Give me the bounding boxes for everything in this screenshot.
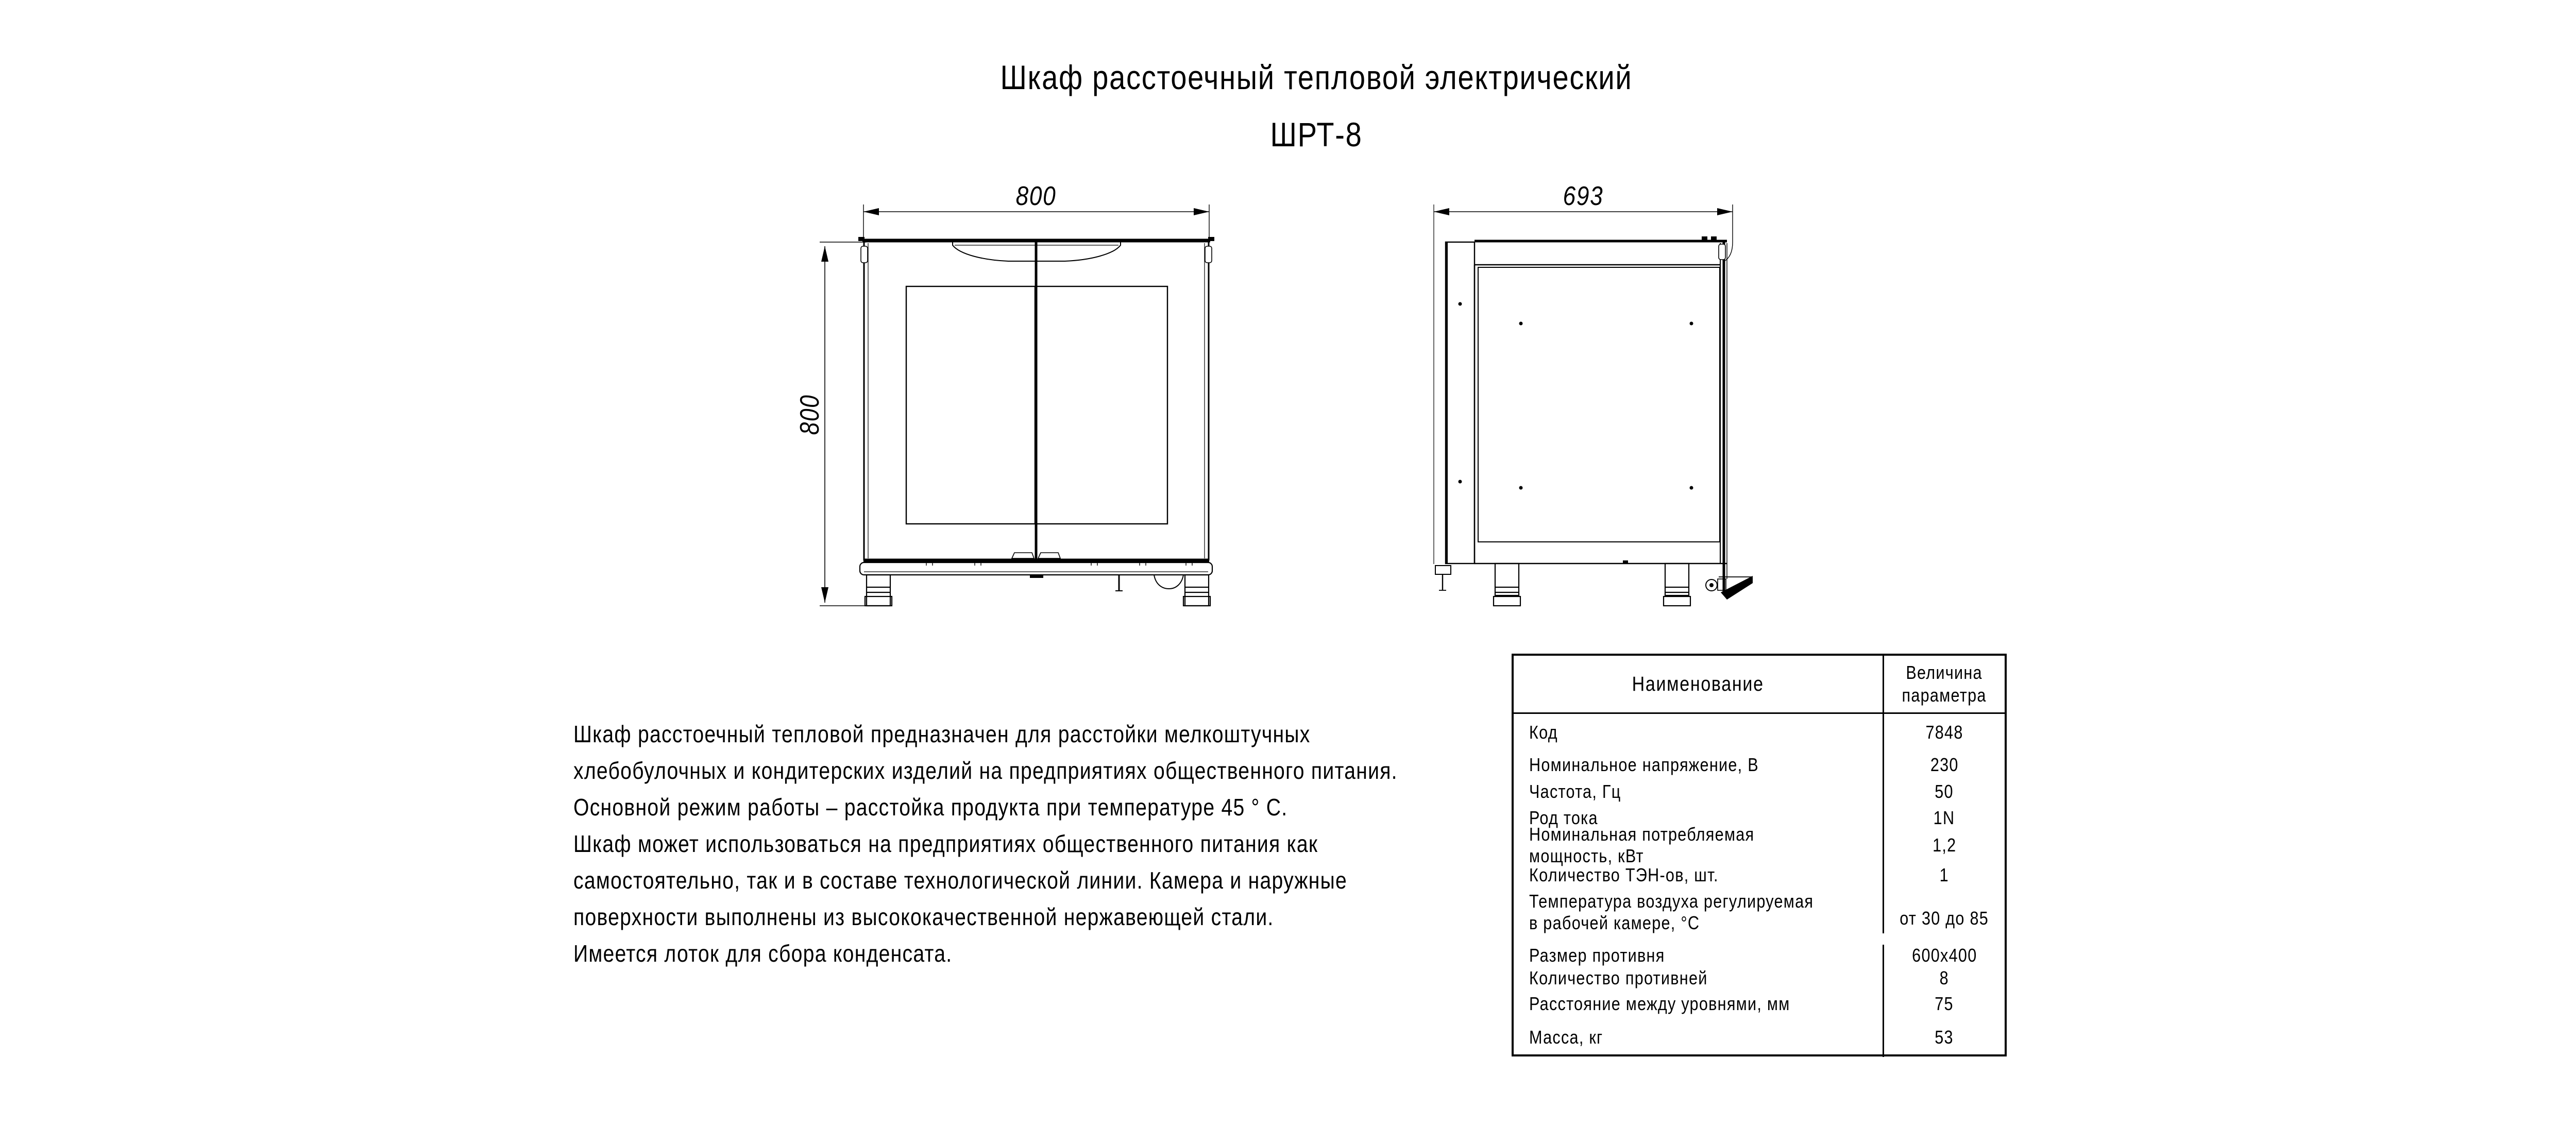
description-line: Имеется лоток для сбора конденсата. — [573, 940, 953, 967]
page-title: Шкаф расстоечный тепловой электрический — [1000, 58, 1633, 96]
table-row — [1514, 990, 2005, 1017]
side-cabinet-body — [1435, 236, 1753, 606]
spec-row-value: 75 — [1935, 993, 1954, 1014]
spec-row-value: 230 — [1930, 754, 1959, 775]
spec-header-name-cell — [1514, 656, 1884, 712]
description-line: поверхности выполнены из высококачественной нержавеющей стали. — [573, 903, 1274, 930]
dimension-label-side-depth: 693 — [1563, 181, 1604, 211]
spec-row-value: 53 — [1935, 1026, 1954, 1048]
table-row — [1514, 751, 2005, 778]
table-row — [1514, 891, 2005, 933]
spec-row-name: Код — [1529, 722, 1558, 743]
spec-row-name: Размер противня — [1529, 945, 1665, 966]
spec-row-name: Частота, Гц — [1529, 780, 1621, 802]
spec-row-name: Температура воздуха регулируемая в рабочей камере, °С — [1529, 891, 1814, 933]
spec-row-name: Расстояние между уровнями, мм — [1529, 993, 1790, 1014]
spec-row-value: от 30 до 85 — [1900, 908, 1989, 929]
front-dimension-lines — [820, 204, 1209, 606]
spec-row-name: Количество противней — [1529, 967, 1708, 988]
spec-table-header — [1514, 656, 2005, 714]
spec-row-name: Масса, кг — [1529, 1026, 1603, 1048]
page-subtitle-model: ШРТ-8 — [1270, 115, 1363, 153]
spec-row-name: Номинальное напряжение, В — [1529, 754, 1759, 775]
description-line: Шкаф расстоечный тепловой предназначен для расстойки мелкоштучных — [573, 721, 1311, 747]
front-feet — [865, 575, 1210, 606]
table-row — [1514, 778, 2005, 805]
table-row — [1514, 823, 2005, 866]
spec-row-name: Номинальная потребляемая мощность, кВт — [1529, 823, 1755, 866]
spec-row-value: 1 — [1939, 864, 1950, 885]
table-row — [1514, 933, 2005, 966]
front-view-drawing — [788, 180, 1262, 623]
table-row — [1514, 1017, 2005, 1057]
dimension-label-front-width: 800 — [1015, 181, 1057, 211]
side-feet — [1494, 564, 1690, 606]
description-line: Шкаф может использоваться на предприятиях общественного питания как — [573, 830, 1318, 857]
description-line: хлебобулочных и кондитерских изделий на предприятиях общественного питания. — [573, 757, 1398, 784]
spec-header-value-cell — [1884, 656, 2005, 712]
description-line: Основной режим работы – расстойка продукта при температуре 45 ° С. — [573, 794, 1288, 821]
spec-header-value: Величина параметра — [1902, 662, 1987, 706]
spec-row-name: Количество ТЭН-ов, шт. — [1529, 864, 1719, 885]
description-line: самостоятельно, так и в составе технологической линии. Камера и наружные — [573, 867, 1348, 894]
spec-row-value: 7848 — [1925, 722, 1963, 743]
spec-row-name: Род тока — [1529, 807, 1598, 828]
front-cabinet-body — [858, 237, 1214, 606]
table-row — [1514, 714, 2005, 751]
side-view-drawing — [1401, 180, 1793, 623]
product-description — [573, 716, 1543, 972]
spec-row-value: 1N — [1934, 807, 1955, 828]
spec-table — [1512, 654, 2007, 1056]
spec-row-value: 50 — [1935, 780, 1954, 802]
spec-row-value: 8 — [1939, 967, 1950, 988]
spec-row-value: 1,2 — [1932, 834, 1957, 856]
table-row — [1514, 966, 2005, 990]
dimension-label-front-height: 800 — [795, 394, 825, 435]
spec-header-name: Наименование — [1632, 672, 1765, 695]
spec-row-value: 600х400 — [1911, 945, 1977, 966]
